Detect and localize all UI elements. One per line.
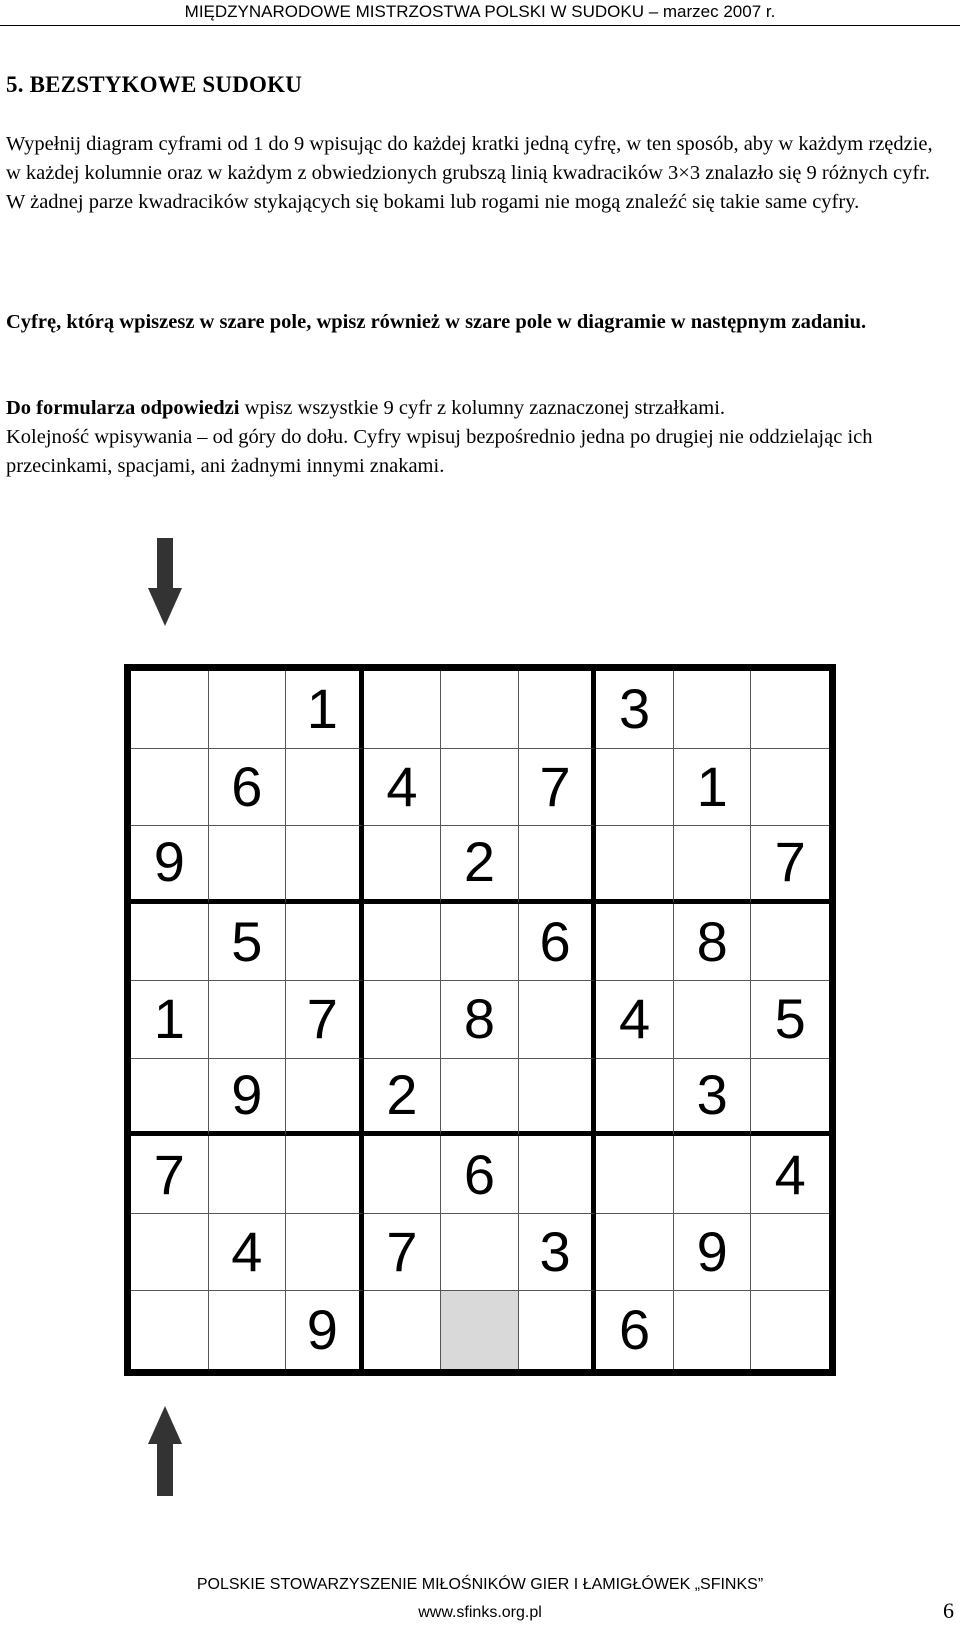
instructions-paragraph-1: Wypełnij diagram cyframi od 1 do 9 wpisując do każdej kratki jedną cyfrę, w ten sposób, aby w każdym rzędzie, w każdej kolumnie oraz w każdym z obwiedzionych grubszą linią kwadracików 3×3 znalazło się 9 różnych cyfr. [6,133,933,184]
sudoku-cell[interactable] [209,671,287,749]
sudoku-cell[interactable]: 3 [519,1214,597,1292]
sudoku-cell[interactable]: 6 [441,1136,519,1214]
sudoku-cell[interactable] [674,981,752,1059]
sudoku-cell[interactable] [519,671,597,749]
sudoku-cell[interactable] [131,749,209,827]
sudoku-cell[interactable]: 3 [674,1059,752,1137]
sudoku-cell[interactable] [441,904,519,982]
sudoku-cell[interactable] [286,749,364,827]
sudoku-cell[interactable] [596,826,674,904]
sudoku-cell[interactable]: 6 [596,1291,674,1369]
sudoku-cell[interactable] [519,981,597,1059]
sudoku-cell[interactable] [286,1136,364,1214]
puzzle-title: 5. BEZSTYKOWE SUDOKU [6,72,303,97]
sudoku-cell[interactable] [441,671,519,749]
sudoku-cell[interactable] [286,1214,364,1292]
sudoku-cell[interactable] [441,1059,519,1137]
sudoku-cell[interactable]: 4 [751,1136,829,1214]
answer-paragraph-2: Kolejność wpisywania – od góry do dołu. Cyfry wpisuj bezpośrednio jedna po drugiej nie oddzielając ich przecinkami, spacjami, ani żadnymi innymi znakami. [6,426,873,477]
up-arrow-icon [148,1406,182,1496]
sudoku-cell[interactable] [286,826,364,904]
sudoku-cell[interactable] [131,904,209,982]
answer-instructions [6,394,951,481]
sudoku-cell[interactable] [519,1059,597,1137]
sudoku-cell[interactable]: 4 [209,1214,287,1292]
sudoku-cell[interactable]: 9 [209,1059,287,1137]
sudoku-cell[interactable] [519,826,597,904]
sudoku-cell[interactable] [209,1291,287,1369]
sudoku-cell[interactable] [286,1059,364,1137]
instructions-paragraph-2: W żadnej parze kwadracików stykających się bokami lub rogami nie mogą znaleźć się takie same cyfry. [6,191,860,213]
sudoku-cell[interactable] [519,1291,597,1369]
sudoku-cell[interactable]: 9 [286,1291,364,1369]
sudoku-cell[interactable]: 8 [674,904,752,982]
sudoku-cell[interactable]: 8 [441,981,519,1059]
sudoku-cell[interactable] [441,1214,519,1292]
sudoku-cell[interactable] [674,671,752,749]
page-number: 6 [943,1598,954,1623]
sudoku-cell[interactable] [364,981,442,1059]
sudoku-cell[interactable] [596,1059,674,1137]
answer-form-label: Do formularza odpowiedzi [6,397,240,419]
sudoku-cell[interactable] [364,1291,442,1369]
sudoku-cell[interactable] [209,981,287,1059]
sudoku-cell[interactable] [364,671,442,749]
sudoku-cell[interactable] [751,671,829,749]
sudoku-cell[interactable]: 7 [364,1214,442,1292]
sudoku-cell[interactable] [131,671,209,749]
sudoku-cell[interactable] [751,1059,829,1137]
sudoku-cell[interactable]: 6 [519,904,597,982]
grey-cell-instruction: Cyfrę, którą wpiszesz w szare pole, wpisz również w szare pole w diagramie w następnym zadaniu. [6,311,867,333]
sudoku-cell[interactable]: 3 [596,671,674,749]
sudoku-cell[interactable] [596,904,674,982]
footer-organization: POLSKIE STOWARZYSZENIE MIŁOŚNIKÓW GIER I ŁAMIGŁÓWEK „SFINKS” [196,1576,764,1593]
sudoku-cell[interactable] [674,1136,752,1214]
sudoku-cell[interactable]: 7 [131,1136,209,1214]
sudoku-cell[interactable]: 9 [674,1214,752,1292]
sudoku-cell[interactable] [364,1136,442,1214]
sudoku-cell[interactable]: 2 [364,1059,442,1137]
sudoku-cell[interactable]: 4 [364,749,442,827]
sudoku-cell[interactable] [519,1136,597,1214]
sudoku-cell[interactable] [596,1136,674,1214]
sudoku-cell[interactable] [364,904,442,982]
sudoku-cell[interactable] [751,749,829,827]
sudoku-cell[interactable]: 4 [596,981,674,1059]
sudoku-cell[interactable] [674,1291,752,1369]
sudoku-grid [124,664,836,1376]
sudoku-cell[interactable] [751,904,829,982]
sudoku-cell[interactable] [209,1136,287,1214]
sudoku-cell[interactable]: 5 [209,904,287,982]
sudoku-cell[interactable]: 9 [131,826,209,904]
sudoku-cell[interactable] [209,826,287,904]
down-arrow-icon [148,538,182,626]
answer-paragraph-1 [6,394,951,423]
sudoku-cell[interactable] [751,1291,829,1369]
sudoku-cell-shaded[interactable] [441,1291,519,1369]
sudoku-cell[interactable] [751,1214,829,1292]
sudoku-cell[interactable]: 1 [131,981,209,1059]
sudoku-cell[interactable] [131,1214,209,1292]
sudoku-cell[interactable] [131,1291,209,1369]
sudoku-cell[interactable] [364,826,442,904]
sudoku-cell[interactable] [596,749,674,827]
sudoku-cell[interactable]: 1 [674,749,752,827]
footer-url: www.sfinks.org.pl [418,1604,542,1621]
sudoku-cell[interactable]: 7 [751,826,829,904]
sudoku-cell[interactable]: 7 [286,981,364,1059]
sudoku-cell[interactable]: 5 [751,981,829,1059]
page-header: MIĘDZYNARODOWE MISTRZOSTWA POLSKI W SUDOKU – marzec 2007 r. [0,0,960,26]
sudoku-cell[interactable]: 2 [441,826,519,904]
instructions [6,130,951,217]
sudoku-cell[interactable]: 7 [519,749,597,827]
sudoku-cell[interactable]: 6 [209,749,287,827]
sudoku-cell[interactable] [131,1059,209,1137]
sudoku-cell[interactable] [674,826,752,904]
sudoku-cell[interactable]: 1 [286,671,364,749]
sudoku-cell[interactable] [596,1214,674,1292]
sudoku-cell[interactable] [286,904,364,982]
answer-form-text: wpisz wszystkie 9 cyfr z kolumny zaznaczonej strzałkami. [239,397,726,419]
sudoku-cell[interactable] [441,749,519,827]
